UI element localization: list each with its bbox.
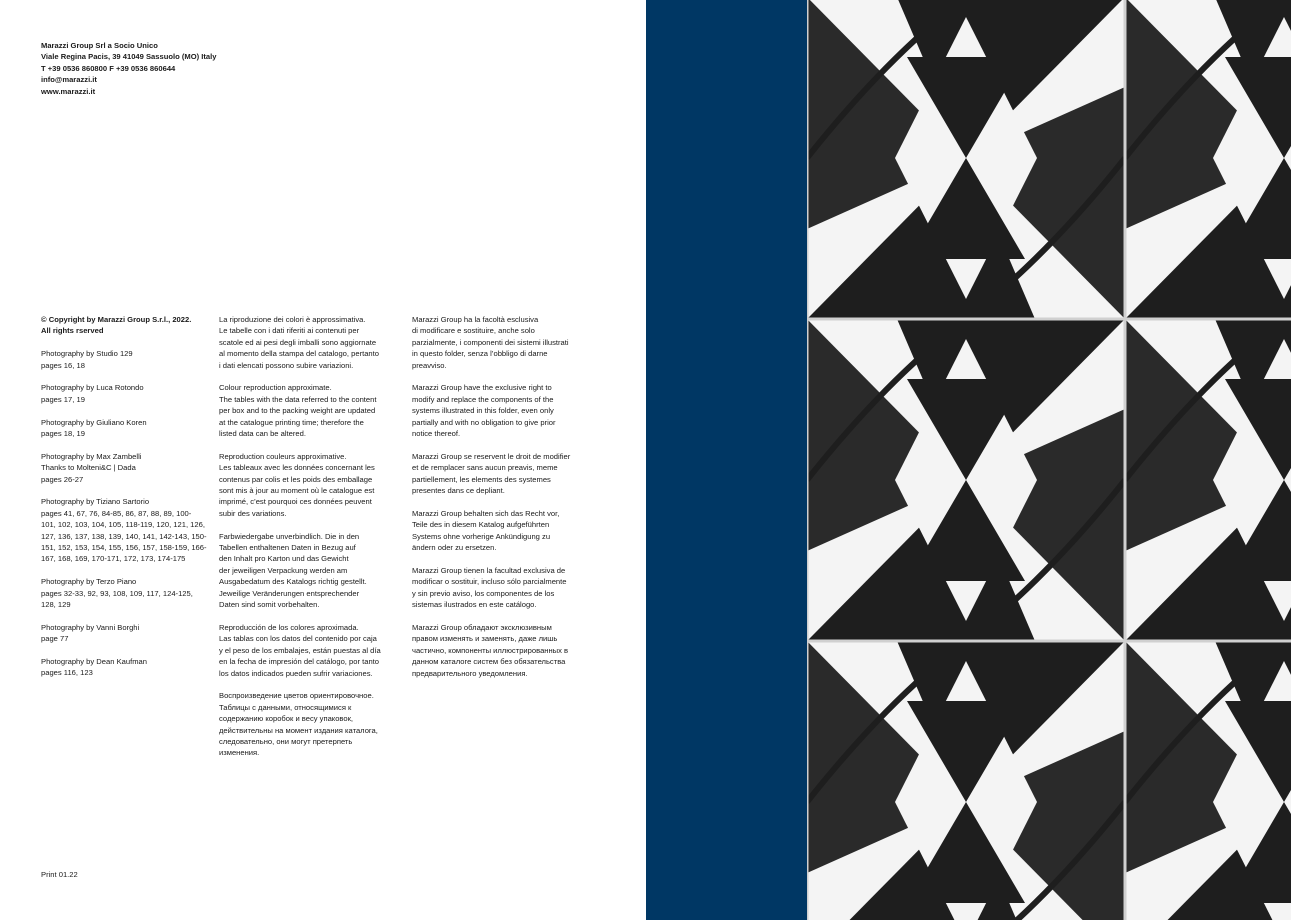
tile-pattern-svg (807, 0, 1291, 920)
company-name: Marazzi Group Srl a Socio Unico (41, 41, 158, 50)
rights-note-fr: Marazzi Group se reservent le droit de modifier et de remplacer sans aucun preavis, meme partiellement, les elements des systemes presentes dans ce depliant. (412, 451, 571, 496)
colour-note-it: La riproduzione dei colori è approssimativa. Le tabelle con i dati riferiti ai contenuti per scatole ed ai pesi degli imballi sono aggiornate al momento della stampa del catalogo, pertanto i dati elencati possono subire variazioni. (219, 315, 379, 370)
photo-credit: Photography by Terzo Piano pages 32-33, 92, 93, 108, 109, 117, 124-125, 128, 129 (41, 577, 193, 610)
rights-note-en: Marazzi Group have the exclusive right to modify and replace the components of the systems illustrated in this folder, even only partially and with no obligation to give prior notice thereof. (412, 383, 556, 439)
colour-note-ru: Воспроизведение цветов ориентировочное. Таблицы с данными, относящимися к содержанию коробок и весу упаковок, действительны на момент издания каталога, следовательно, они могут претерпеть изменения. (219, 691, 378, 758)
colour-disclaimer-column (219, 314, 399, 770)
rights-note-it: Marazzi Group ha la facoltà esclusiva di modificare e sostituire, anche solo parzialmente, i componenti dei sistemi illustrati in questo folder, senza l’obbligo di darne preavviso. (412, 315, 569, 370)
company-website: www.marazzi.it (41, 86, 96, 96)
tile-pattern-image (807, 0, 1291, 920)
photo-credit: Photography by Max Zambelli Thanks to Molteni&C | Dada pages 26-27 (41, 451, 142, 484)
company-phone: T +39 0536 860800 F +39 0536 860644 (41, 63, 176, 73)
rights-note-es: Marazzi Group tienen la facultad exclusiva de modificar o sostituir, incluso sólo parcialmente y sin previo aviso, los componentes de los sistemas ilustrados en este catálogo. (412, 565, 567, 610)
photo-credit: Photography by Tiziano Sartorio pages 41, 67, 76, 84-85, 86, 87, 88, 89, 100- 101, 102, 103, 104, 105, 118-119, 120, 121, 126, 127, 136, 137, 138, 139, 140, 141, 142-143, 150- 151, 152, 153, 154, 155, 156, 157, 158-159, 166- 167, 168, 169, 170-171, 172, 173, 174-175 (41, 497, 207, 564)
colour-note-es: Reproducción de los colores aproximada. Las tablas con los datos del contenido por caja y el peso de los embalajes, están puestas al día en la fecha de impresión del catálogo, por tanto los datos indicados pueden sufrir variaciones. (219, 622, 381, 678)
rights-note-de: Marazzi Group behalten sich das Recht vor, Teile des in diesem Katalog aufgeführten Systems ohne vorherige Ankündigung zu ändern oder zu ersetzen. (412, 508, 560, 553)
photo-credit: Photography by Giuliano Koren pages 18, 19 (41, 417, 147, 439)
blue-band (646, 0, 807, 920)
company-email: info@marazzi.it (41, 75, 97, 85)
rights-disclaimer-column (412, 314, 592, 690)
photo-credit: Photography by Dean Kaufman pages 116, 123 (41, 657, 147, 678)
rights-note-ru: Marazzi Group обладают эксклюзивным правом изменять и заменять, даже лишь частично, компоненты иллюстрированных в данном каталоге систем без обязательства предварительного уведомления. (412, 622, 569, 678)
colour-note-de: Farbwiedergabe unverbindlich. Die in den Tabellen enthaltenen Daten in Bezug auf den Inhalt pro Karton und das Gewicht der jeweiligen Verpackung werden am Ausgabedatum des Katalogs richtig gestellt. Jeweilige Veränderungen entsprechender Daten sind somit vorbehalten. (219, 531, 367, 610)
company-info (41, 40, 271, 97)
photo-credit: Photography by Luca Rotondo pages 17, 19 (41, 383, 144, 404)
photo-credit: Photography by Vanni Borghi page 77 (41, 622, 140, 644)
credits-column (41, 314, 213, 690)
copyright-notice: © Copyright by Marazzi Group S.r.l., 2022. All rights rserved (41, 315, 192, 336)
company-address: Viale Regina Pacis, 39 41049 Sassuolo (MO) Italy (41, 52, 217, 62)
colour-note-fr: Reproduction couleurs approximative. Les tableaux avec les données concernant les contenus par colis et les poids des emballage sont mis à jour au moment où le catalogue est imprimé, c’est pourquoi ces données peuvent subir des variations. (219, 451, 375, 518)
photo-credit: Photography by Studio 129 pages 16, 18 (41, 349, 133, 370)
colour-note-en: Colour reproduction approximate. The tables with the data referred to the content per box and to the packing weight are updated at the catalogue printing time; therefore the listed data can be altered. (219, 383, 377, 439)
print-code: Print 01.22 (41, 870, 78, 879)
